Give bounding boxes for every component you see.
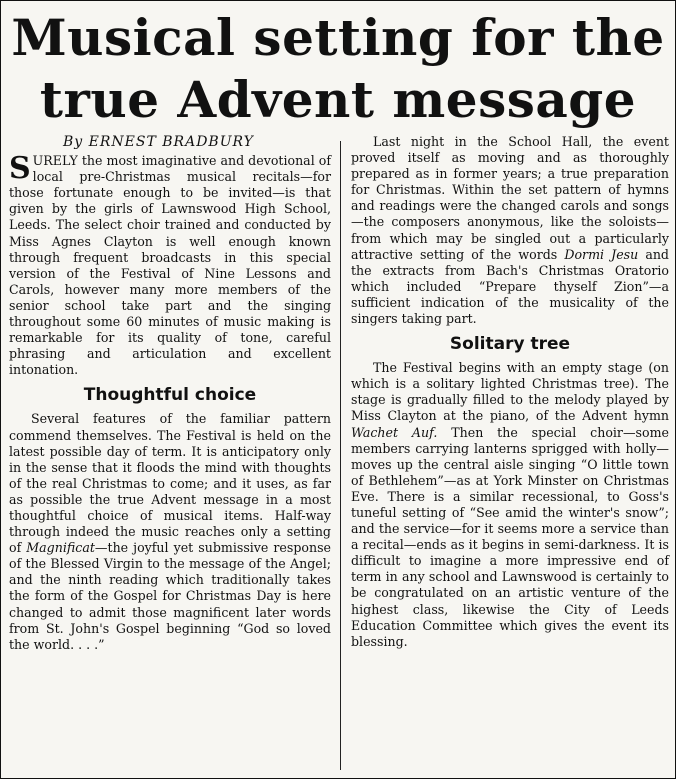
paragraph-2-italic: Magnificat	[26, 540, 95, 556]
paragraph-4-text-a: The Festival begins with an empty stage (on which is a solitary lighted Christmas tree). The stage is gradually filled to the melody played by Miss Clayton at the piano, of the Advent hymn	[351, 360, 669, 424]
subheading-solitary-tree: Solitary tree	[449, 334, 571, 355]
paragraph-1-text: URELY the most imaginative and devotional of local pre-Christmas musical recitals—for those fortunate enough to be invited—is that given by the girls of Lawnswood High School, Leeds. The select choir trained and conducted by Miss Agnes Clayton is well enough known through frequent broadcasts in this special version of the Festival of Nine Lessons and Carols, however many more members of the senior school take part and the singing throughout some 60 minutes of music making is remarkable for its quality of tone, careful phrasing and articulation and excellent intonation.	[9, 153, 331, 378]
byline: By ERNEST BRADBURY	[63, 134, 254, 150]
paragraph-2	[9, 411, 331, 652]
drop-cap: S	[9, 151, 31, 187]
paragraph-3	[351, 134, 669, 327]
right-column	[351, 134, 669, 772]
headline	[1, 7, 675, 131]
column-divider	[340, 141, 341, 770]
headline-line-1: Musical setting for the	[11, 8, 665, 67]
paragraph-2-text-b: —the joyful yet submissive response of the Blessed Virgin to the message of the Angel; and the ninth reading which traditionally takes the form of the Gospel for Christmas Day is here changed to admit those magnificent later words from St. John's Gospel beginning “God so loved the world. . . .”	[9, 540, 332, 652]
paragraph-1	[9, 153, 331, 378]
paragraph-2-text-a: Several features of the familiar pattern commend themselves. The Festival is held on the latest possible day of term. It is anticipatory only in the sense that it floods the mind with thoughts of the real Christmas to come; and it uses, as far as possible the true Advent message in a most thoughtful choice of musical items. Half-way through indeed the music reaches only a setting of	[9, 411, 331, 556]
paragraph-4	[351, 360, 669, 650]
paragraph-3-text-b: and the extracts from Bach's Christmas Oratorio which included “Prepare thyself Zion”—a sufficient indication of the musicality of the singers taking part.	[351, 246, 669, 327]
left-column	[9, 134, 331, 772]
paragraph-4-text-b: Then the special choir—some members carrying lanterns sprigged with holly—moves up the central aisle singing “O little town of Bethlehem”—as at York Minster on Christmas Eve. There is a similar recessional, to Goss's tuneful setting of “See amid the winter's snow”; and the service—for it seems more a service than a recital—ends as it begins in semi-darkness. It is difficult to imagine a more impressive end of term in any school and Lawnswood is certainly to be congratulated on an artistic venture of the highest class, likewise the City of Leeds Education Committee which gives the event its blessing.	[351, 424, 669, 649]
paragraph-3-italic: Dormi Jesu	[564, 246, 639, 262]
paragraph-4-italic: Wachet Auf.	[351, 424, 438, 440]
headline-line-2: true Advent message	[39, 70, 637, 129]
subheading-thoughtful-choice: Thoughtful choice	[83, 385, 257, 406]
paragraph-3-text-a: Last night in the School Hall, the event proved itself as moving and as thoroughly prepared as in former years; a true preparation for Christmas. Within the set pattern of hymns and readings were the changed carols and songs—the composers anonymous, like the soloists—from which may be singled out a particularly attractive setting of the words	[351, 134, 669, 262]
